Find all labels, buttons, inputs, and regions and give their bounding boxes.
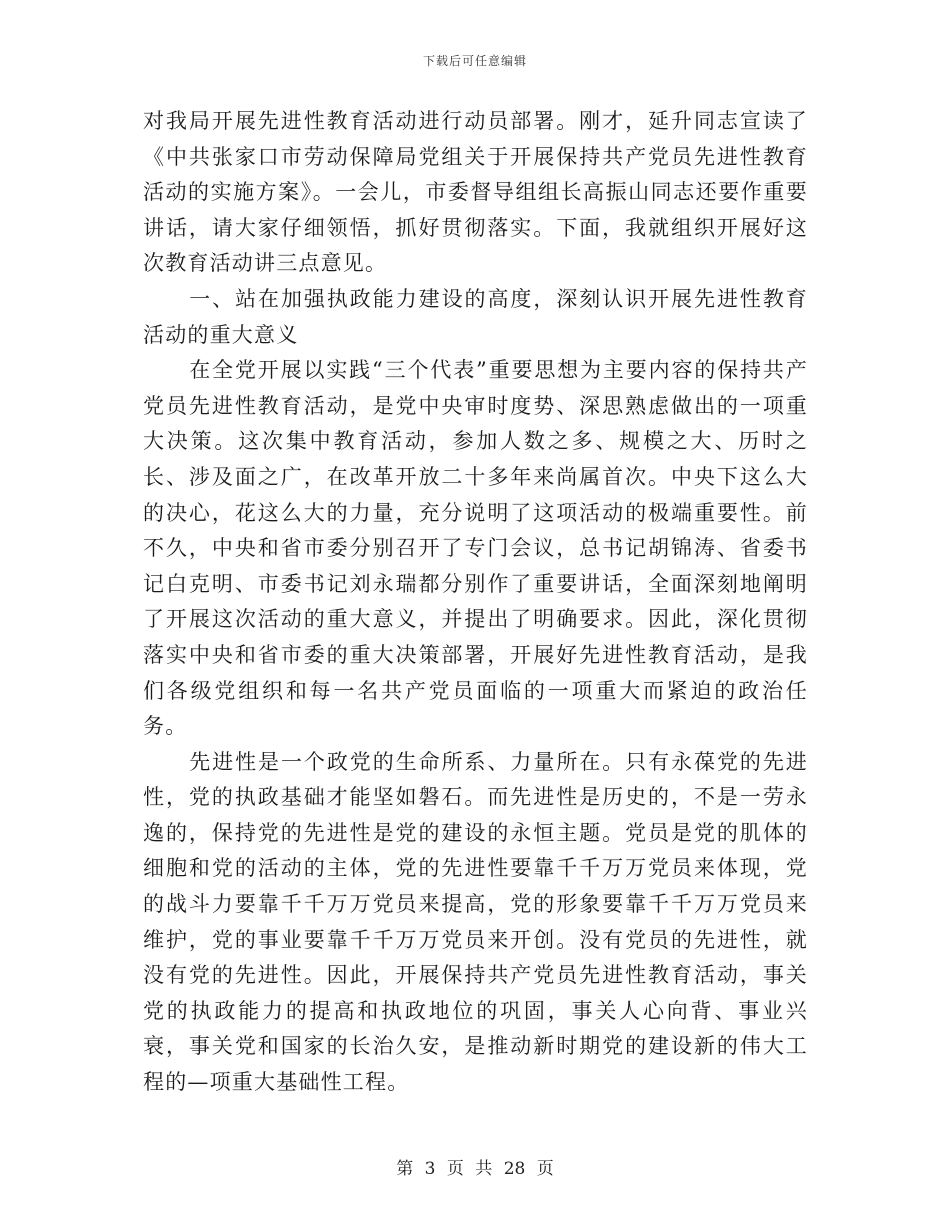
paragraph: 在全党开展以实践“三个代表”重要思想为主要内容的保持共产党员先进性教育活动，是党中央审时度势、深思熟虑做出的一项重大决策。这次集中教育活动，参加人数之多、规模之大、历时之长、涉及面之广，在改革开放二十多年来尚属首次。中央下这么大的决心，花这么大的力量，充分说明了这项活动的极端重要性。前不久，中央和省市委分别召开了专门会议，总书记胡锦涛、省委书记白克明、市委书记刘永瑞都分别作了重要讲话，全面深刻地阐明了开展这次活动的重大意义，并提出了明确要求。因此，深化贯彻落实中央和省市委的重大决策部署，开展好先进性教育活动，是我们各级党组织和每一名共产党员面临的一项重大而紧迫的政治任务。 [143,358,808,739]
document-body [143,104,808,1101]
paragraph: 先进性是一个政党的生命所系、力量所在。只有永葆党的先进性，党的执政基础才能坚如磐石。而先进性是历史的，不是一劳永逸的，保持党的先进性是党的建设的永恒主题。党员是党的肌体的细胞和党的活动的主体，党的先进性要靠千千万万党员来体现，党的战斗力要靠千千万万党员来提高，党的形象要靠千千万万党员来维护，党的事业要靠千千万万党员来开创。没有党员的先进性，就没有党的先进性。因此，开展保持共产党员先进性教育活动，事关党的执政能力的提高和执政地位的巩固，事关人心向背、事业兴衰，事关党和国家的长治久安，是推动新时期党的建设新的伟大工程的—项重大基础性工程。 [143,749,808,1095]
paragraph-continuation: 对我局开展先进性教育活动进行动员部署。刚才，延升同志宣读了《中共张家口市劳动保障局党组关于开展保持共产党员先进性教育活动的实施方案》。一会儿，市委督导组组长高振山同志还要作重要讲话，请大家仔细领悟，抓好贯彻落实。下面，我就组织开展好这次教育活动讲三点意见。 [143,109,808,276]
page-header-note: 下载后可任意编辑 [422,54,527,68]
section-heading: 一、站在加强执政能力建设的高度，深刻认识开展先进性教育活动的重大意义 [143,286,808,347]
page-number: 第 3 页 共 28 页 [396,1159,554,1179]
